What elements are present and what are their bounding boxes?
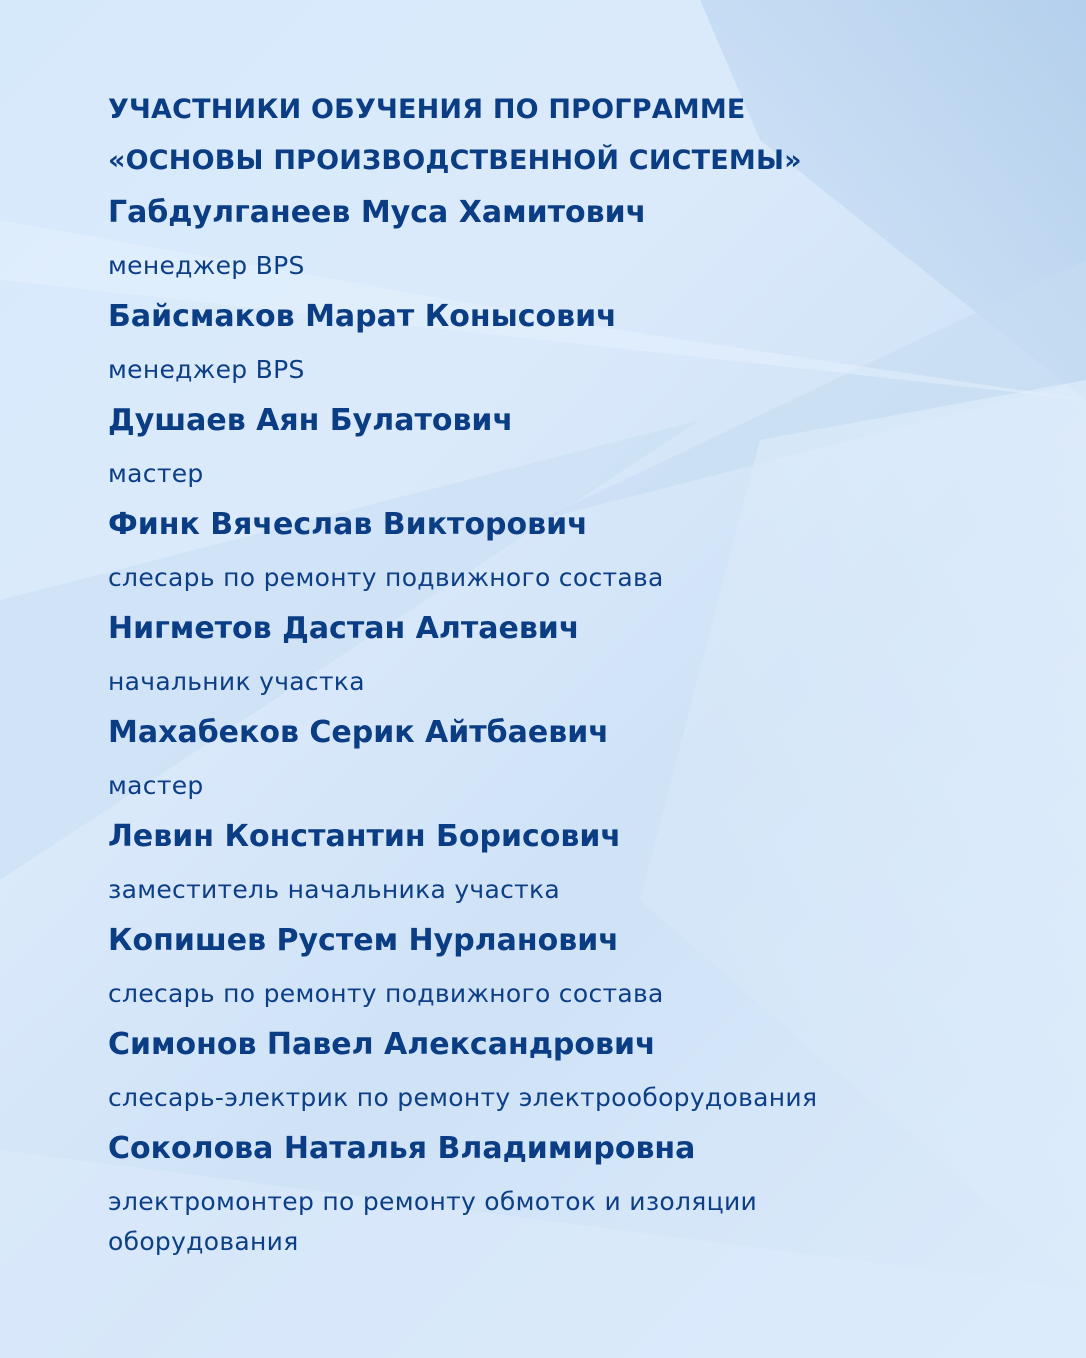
participant-name: Симонов Павел Александрович	[108, 1027, 656, 1062]
participant-name: Махабеков Серик Айтбаевич	[108, 715, 609, 750]
participant-name: Левин Константин Борисович	[108, 819, 621, 854]
participant-name: Душаев Аян Булатович	[108, 403, 514, 438]
participant-role: слесарь по ремонту подвижного состава	[108, 979, 664, 1008]
participant-role: мастер	[108, 771, 204, 800]
participant-name: Байсмаков Марат Конысович	[108, 299, 617, 334]
participant-entry	[108, 1122, 1008, 1266]
page-title	[108, 84, 1008, 186]
participant-name: Копишев Рустем Нурланович	[108, 923, 619, 958]
participant-role: слесарь по ремонту подвижного состава	[108, 563, 664, 592]
participant-entry	[108, 810, 1008, 914]
participant-role: менеджер BPS	[108, 251, 305, 280]
title-line-1: УЧАСТНИКИ ОБУЧЕНИЯ ПО ПРОГРАММЕ	[108, 94, 746, 125]
participant-entry	[108, 498, 1008, 602]
participant-entry	[108, 706, 1008, 810]
participant-role: электромонтер по ремонту обмоток и изоляции оборудования	[108, 1187, 758, 1256]
participant-entry	[108, 186, 1008, 290]
participant-entry	[108, 290, 1008, 394]
participant-name: Нигметов Дастан Алтаевич	[108, 611, 580, 646]
participant-role: мастер	[108, 459, 204, 488]
participant-name: Габдулганеев Муса Хамитович	[108, 195, 647, 230]
participant-entry	[108, 394, 1008, 498]
title-line-2: «ОСНОВЫ ПРОИЗВОДСТВЕННОЙ СИСТЕМЫ»	[108, 145, 802, 176]
participant-role: заместитель начальника участка	[108, 875, 561, 904]
participant-entry	[108, 914, 1008, 1018]
participant-role: начальник участка	[108, 667, 365, 696]
participant-entry	[108, 1018, 1008, 1122]
participant-entry	[108, 602, 1008, 706]
participants-document	[108, 84, 1008, 1266]
participant-role: слесарь-электрик по ремонту электрооборудования	[108, 1083, 818, 1112]
participant-role: менеджер BPS	[108, 355, 305, 384]
participant-name: Соколова Наталья Владимировна	[108, 1131, 696, 1166]
participant-name: Финк Вячеслав Викторович	[108, 507, 588, 542]
